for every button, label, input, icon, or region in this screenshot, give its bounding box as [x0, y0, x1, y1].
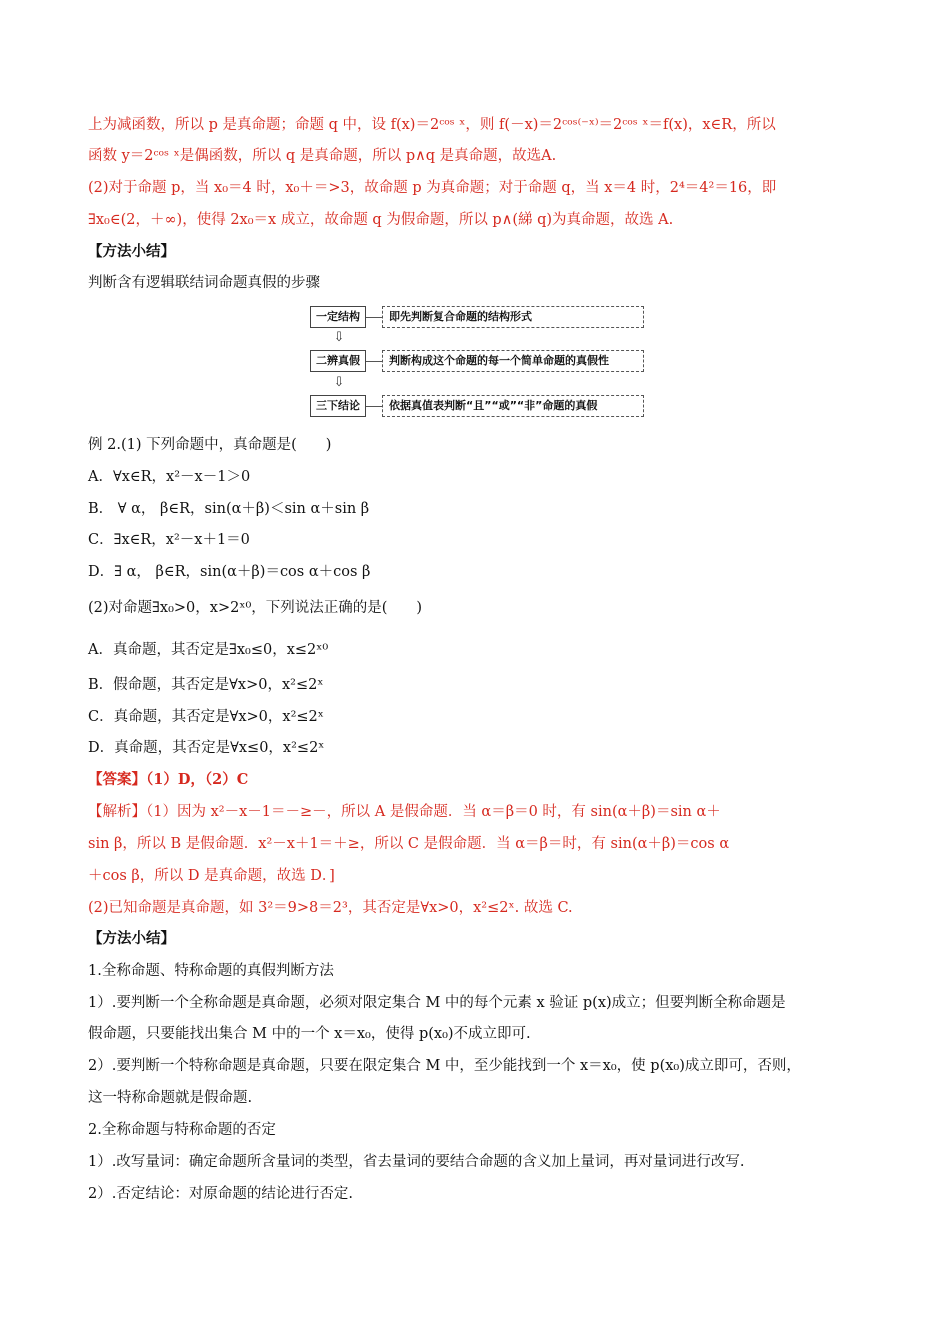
text-line: 函数 y＝2ᶜᵒˢ ˣ是偶函数，所以 q 是真命题，所以 p∧q 是真命题，故选A. — [88, 148, 557, 164]
text-line: 上为减函数，所以 p 是真命题；命题 q 中，设 f(x)＝2ᶜᵒˢ ˣ，则 f(－x)＝2ᶜᵒˢ⁽⁻ˣ⁾＝2ᶜᵒˢ ˣ＝f(x)，x∈R，所以 — [88, 117, 776, 133]
analysis-line: (2)已知命题是真命题，如 3²＝9>8＝2³，其否定是∀x>0，x²≤2ˣ. 故选 C. — [88, 900, 573, 916]
flowchart — [310, 306, 650, 424]
flow-step-label: 三下结论 — [310, 395, 366, 417]
text-line: 1）.改写量词：确定命题所含量词的类型，省去量词的要结合命题的含义加上量词，再对量词进行改写. — [88, 1154, 745, 1170]
option-line: A．∀x∈R，x²－x－1＞0 — [88, 469, 251, 485]
text-line: 2.全称命题与特称命题的否定 — [88, 1122, 276, 1138]
option-line: D．真命题，其否定是∀x≤0，x²≤2ˣ — [88, 740, 325, 756]
answer-line: 【答案】（1）D，（2）C — [88, 771, 249, 788]
example-title: 例 2.(1) 下列命题中，真命题是( ) — [88, 437, 332, 453]
flow-step-desc: 判断构成这个命题的每一个简单命题的真假性 — [382, 350, 644, 372]
text-line: (2)对于命题 p，当 x₀＝4 时，x₀＋＝>3，故命题 p 为真命题；对于命题 q，当 x＝4 时，2⁴＝4²＝16，即 — [88, 180, 777, 196]
text-line: ∃x₀∈(2，＋∞)，使得 2x₀＝x 成立，故命题 q 为假命题，所以 p∧(綈 q)为真命题，故选 A. — [88, 212, 674, 228]
analysis-line: sin β，所以 B 是假命题．x²－x＋1＝＋≥，所以 C 是假命题．当 α＝β＝时，有 sin(α＋β)＝cos α — [88, 836, 730, 852]
text-line: 假命题，只要能找出集合 M 中的一个 x＝x₀，使得 p(x₀)不成立即可. — [88, 1026, 531, 1042]
down-arrow-icon: ⇩ — [333, 330, 345, 345]
text-line: 1.全称命题、特称命题的真假判断方法 — [88, 963, 334, 979]
text-line: 判断含有逻辑联结词命题真假的步骤 — [88, 275, 320, 291]
flow-connector — [366, 361, 382, 362]
down-arrow-icon: ⇩ — [333, 375, 345, 390]
flow-step-desc: 即先判断复合命题的结构形式 — [382, 306, 644, 328]
flow-connector — [366, 406, 382, 407]
flow-step-label: 二辨真假 — [310, 350, 366, 372]
text-line: 1）.要判断一个全称命题是真命题，必须对限定集合 M 中的每个元素 x 验证 p(x)成立；但要判断全称命题是 — [88, 995, 786, 1011]
text-line: 2）.要判断一个特称命题是真命题，只要在限定集合 M 中，至少能找到一个 x＝x₀，使 p(x₀)成立即可，否则， — [88, 1058, 801, 1074]
flow-step-desc: 依据真值表判断“且”“或”“非”命题的真假 — [382, 395, 644, 417]
text-line: 这一特称命题就是假命题. — [88, 1090, 253, 1106]
option-line: A．真命题，其否定是∃x₀≤0，x≤2ˣ⁰ — [88, 642, 329, 658]
analysis-line: ＋cos β，所以 D 是真命题，故选 D．] — [88, 868, 335, 884]
option-line: B． ∀ α， β∈R，sin(α＋β)＜sin α＋sin β — [88, 501, 370, 517]
option-line: B．假命题，其否定是∀x>0，x²≤2ˣ — [88, 677, 324, 693]
flow-connector — [366, 317, 382, 318]
section-heading: 【方法小结】 — [88, 930, 175, 947]
text-line: 2）.否定结论：对原命题的结论进行否定. — [88, 1186, 353, 1202]
flow-step-label: 一定结构 — [310, 306, 366, 328]
analysis-line: 【解析】（1）因为 x²－x－1＝－≥－，所以 A 是假命题．当 α＝β＝0 时，有 sin(α＋β)＝sin α＋ — [88, 804, 721, 820]
option-line: C．真命题，其否定是∀x>0，x²≤2ˣ — [88, 709, 324, 725]
section-heading: 【方法小结】 — [88, 243, 175, 260]
option-line: D．∃ α， β∈R，sin(α＋β)＝cos α＋cos β — [88, 564, 371, 580]
question-line: (2)对命题∃x₀>0，x>2ˣ⁰，下列说法正确的是( ) — [88, 600, 423, 616]
option-line: C．∃x∈R，x²－x＋1＝0 — [88, 532, 250, 548]
